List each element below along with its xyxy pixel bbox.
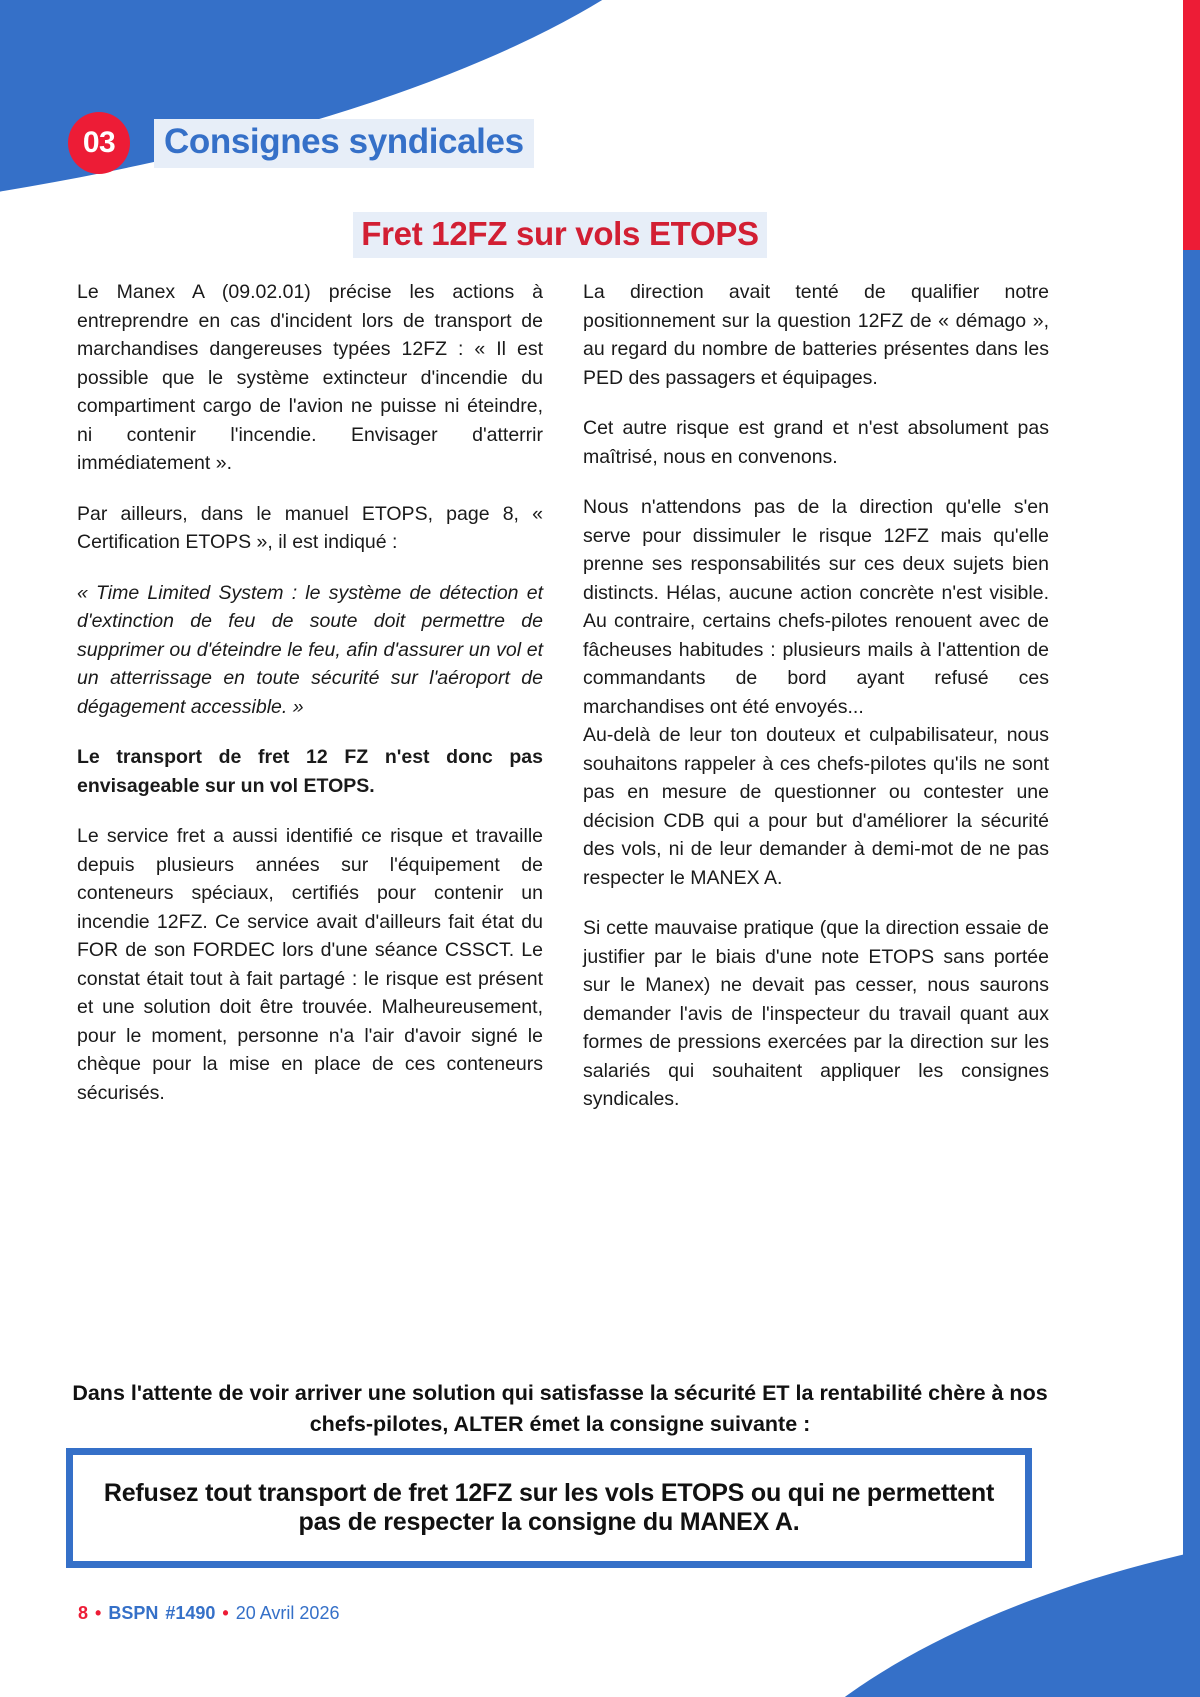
conclusion-text: Dans l'attente de voir arriver une solution qui satisfasse la sécurité ET la rentabilité chère à nos chefs-pilotes, ALTER émet la consigne suivante : — [72, 1381, 1048, 1436]
section-header — [68, 112, 534, 174]
paragraph-emphasis: Le transport de fret 12 FZ n'est donc pas envisageable sur un vol ETOPS. — [77, 746, 543, 797]
paragraph: Cet autre risque est grand et n'est absolument pas maîtrisé, nous en convenons. — [583, 417, 1049, 468]
article-title-text: Fret 12FZ sur vols ETOPS — [353, 212, 767, 258]
paragraph-quote: « Time Limited System : le système de détection et d'extinction de feu de soute doit permettre de supprimer ou d'éteindre le feu, afin d'assurer un vol et un atterrissage en toute sécurité sur l'aéroport de dégagement accessible. » — [77, 581, 543, 718]
decorative-right-red-bar — [1183, 0, 1200, 260]
right-column — [583, 278, 1049, 1136]
decorative-right-blue-bar — [1183, 250, 1200, 1697]
footer-date: 20 Avril 2026 — [235, 1603, 340, 1623]
footer-page-number: 8 — [78, 1603, 89, 1623]
section-number-badge: 03 — [68, 112, 130, 174]
paragraph: Au-delà de leur ton douteux et culpabilisateur, nous souhaitons rappeler à ces chefs-pilotes qu'ils ne sont pas en mesure de questionner ou contester une décision CDB qui a pour but d'améliorer la sécurité des vols, ni de leur demander à demi-mot de ne pas respecter le MANEX A. — [583, 724, 1049, 889]
article-body-columns — [77, 278, 1050, 1136]
footer-separator-icon: • — [95, 1603, 102, 1623]
paragraph: Nous n'attendons pas de la direction qu'elle s'en serve pour dissimuler le risque 12FZ mais qu'elle prenne ses responsabilités sur ces deux sujets bien distincts. Hélas, aucune action concrète n'est visible. Au contraire, certains chefs-pilotes renouent avec de fâcheuses habitudes : plusieurs mails à l'attention de commandants de bord ayant refusé ces marchandises ont été envoyés... — [583, 496, 1049, 718]
left-column — [77, 278, 543, 1136]
page-footer — [78, 1603, 339, 1624]
paragraph: Par ailleurs, dans le manuel ETOPS, page 8, « Certification ETOPS », il est indiqué : — [77, 502, 543, 553]
footer-issue-number: #1490 — [165, 1603, 216, 1623]
paragraph: La direction avait tenté de qualifier notre positionnement sur la question 12FZ de « démago », au regard du nombre de batteries présentes dans les PED des passagers et équipages. — [583, 281, 1049, 389]
paragraph: Le service fret a aussi identifié ce risque et travaille depuis plusieurs années sur l'équipement de conteneurs spéciaux, certifiés pour contenir un incendie 12FZ. Ce service avait d'ailleurs fait état du FOR de son FORDEC lors d'une séance CSSCT. Le constat était tout à fait partagé : le risque est présent et une solution doit être trouvée. Malheureusement, pour le moment, personne n'a l'air d'avoir signé le chèque pour la mise en place de ces conteneurs sécurisés. — [77, 825, 543, 1104]
paragraph: Si cette mauvaise pratique (que la direction essaie de justifier par le biais d'une note ETOPS sans portée sur le Manex) ne devait pas cesser, nous saurons demander l'avis de l'inspecteur du travail quant aux formes de pressions exercées par la direction sur les salariés qui souhaitent appliquer les consignes syndicales. — [583, 917, 1049, 1110]
footer-publication-name: BSPN — [108, 1603, 159, 1623]
paragraph: Le Manex A (09.02.01) précise les actions à entreprendre en cas d'incident lors de transport de marchandises dangereuses typées 12FZ : « Il est possible que le système extincteur d'incendie du compartiment cargo de l'avion ne puisse ni éteindre, ni contenir l'incendie. Envisager d'atterrir immédiatement ». — [77, 281, 543, 474]
article-title — [0, 215, 1120, 253]
consigne-callout-box — [66, 1448, 1032, 1568]
consigne-text: Refusez tout transport de fret 12FZ sur les vols ETOPS ou qui ne permettent pas de respecter la consigne du MANEX A. — [103, 1479, 995, 1536]
footer-separator-icon: • — [222, 1603, 229, 1623]
section-title: Consignes syndicales — [154, 119, 534, 168]
